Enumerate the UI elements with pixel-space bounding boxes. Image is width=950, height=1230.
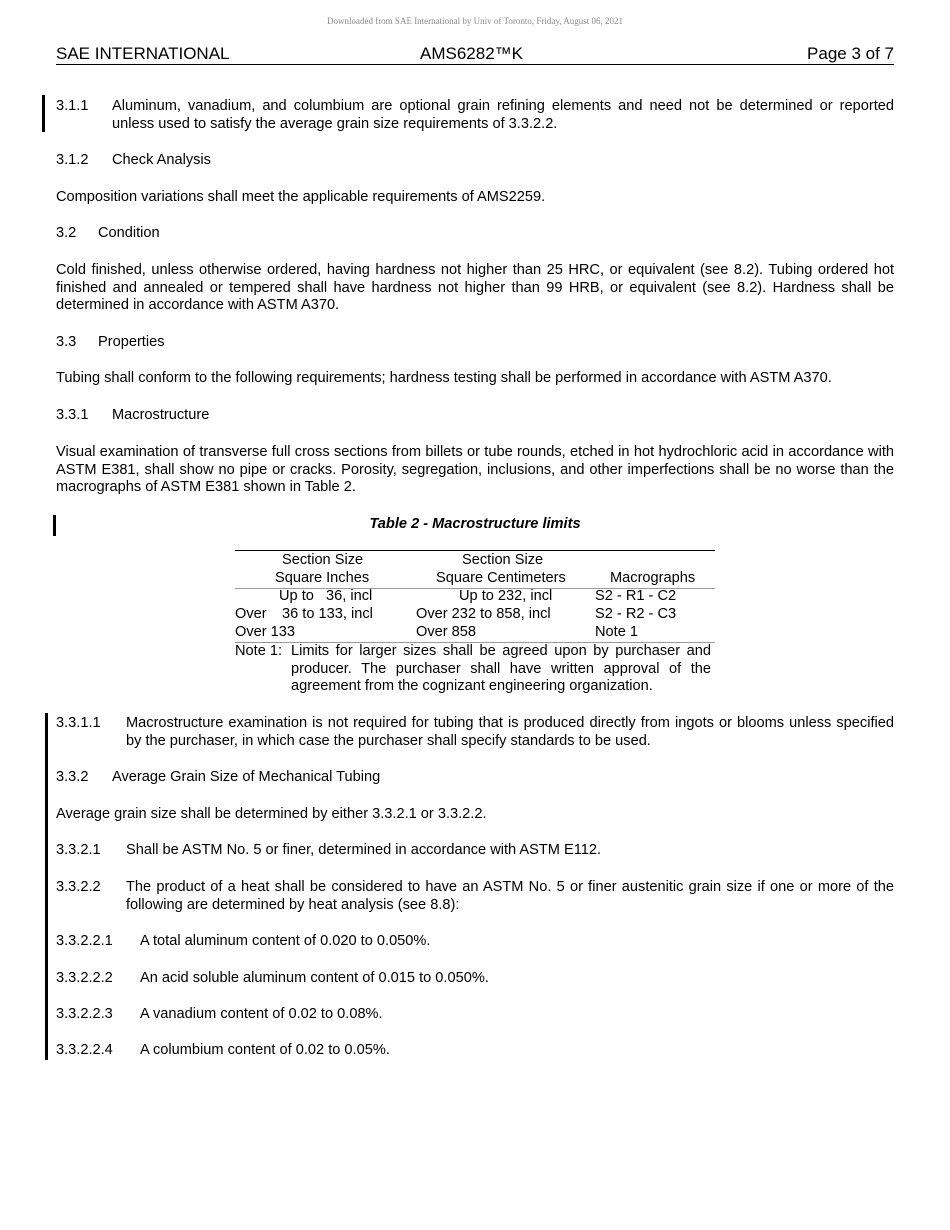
table-cell: Over <box>235 606 267 622</box>
paragraph-text: Macrostructure examination is not required for tubing that is produced directly from ingots or blooms unless specified by the purchaser, in which case the purchaser shall specify standards to be used. <box>126 715 894 749</box>
table-cell: S2 - R1 - C2 <box>595 588 677 604</box>
paragraph-text: Shall be ASTM No. 5 or finer, determined in accordance with ASTM E112. <box>126 842 602 858</box>
table-cell: Up to 36, incl <box>279 588 373 604</box>
table-cell: Over 133 <box>235 624 296 640</box>
section-number: 3.3.2.2.3 <box>56 1006 113 1022</box>
table-bottom-rule <box>235 642 715 643</box>
section-number: 3.3.2.2.4 <box>56 1042 113 1058</box>
paragraph-text: The product of a heat shall be considered to have an ASTM No. 5 or finer austenitic grain size if one or more of the following are determined by heat analysis (see 8.8): <box>126 879 894 913</box>
section-title: Macrostructure <box>112 407 210 423</box>
table-cell: Note 1 <box>595 624 638 640</box>
section-number: 3.3.1.1 <box>56 715 101 731</box>
header-org: SAE INTERNATIONAL <box>56 44 230 63</box>
download-notice: Downloaded from SAE International by Univ of Toronto, Friday, August 06, 2021 <box>326 16 624 26</box>
table-cell: Over 858 <box>416 624 477 640</box>
section-title: Check Analysis <box>112 152 211 168</box>
section-number: 3.3.2 <box>56 769 89 785</box>
paragraph-text: A columbium content of 0.02 to 0.05%. <box>140 1042 390 1058</box>
section-number: 3.3.2.2 <box>56 879 101 895</box>
paragraph-3-3-1-1 <box>56 715 894 751</box>
header-cell: Section Size <box>282 552 364 568</box>
paragraph-text: A vanadium content of 0.02 to 0.08%. <box>140 1006 383 1022</box>
section-title: Condition <box>98 225 160 241</box>
paragraph-macrostructure: Visual examination of transverse full cross sections from billets or tube rounds, etched in hot hydrochloric acid in accordance with ASTM E381, shall show no pipe or cracks. Porosity, segregation, inclusions, and other imperfections shall be no worse than the macrographs of ASTM E381 shown in Table 2. <box>56 444 894 495</box>
section-number: 3.1.1 <box>56 98 89 114</box>
header-doc-id: AMS6282™K <box>420 44 523 63</box>
paragraph-grain-size: Average grain size shall be determined by either 3.3.2.1 or 3.3.2.2. <box>56 806 487 822</box>
section-number: 3.3.2.2.1 <box>56 933 113 949</box>
section-number: 3.1.2 <box>56 152 89 168</box>
page-header <box>56 44 894 65</box>
paragraph-text: Aluminum, vanadium, and columbium are optional grain refining elements and need not be determined or reported unless used to satisfy the average grain size requirements of 3.3.2.2. <box>112 98 894 132</box>
paragraph-composition: Composition variations shall meet the applicable requirements of AMS2259. <box>56 189 546 205</box>
revision-bar <box>45 713 48 1060</box>
section-number: 3.3.1 <box>56 407 89 423</box>
section-title: Properties <box>98 334 165 350</box>
paragraph-text: An acid soluble aluminum content of 0.015 to 0.050%. <box>140 970 489 986</box>
section-number: 3.2 <box>56 225 77 241</box>
header-cell: Square Centimeters <box>436 570 566 586</box>
macrostructure-table <box>235 552 715 697</box>
paragraph-text: A total aluminum content of 0.020 to 0.050%. <box>140 933 431 949</box>
table-header-rule <box>235 588 715 589</box>
section-number: 3.3 <box>56 334 77 350</box>
table-cell: S2 - R2 - C3 <box>595 606 677 622</box>
table-cell: 36 to 133, incl <box>282 606 373 622</box>
table-cell: Up to 232, incl <box>459 588 553 604</box>
header-cell: Macrographs <box>610 570 696 586</box>
header-cell: Square Inches <box>275 570 370 586</box>
table-note-label: Note 1: <box>235 643 283 659</box>
revision-bar <box>42 95 45 132</box>
section-title: Average Grain Size of Mechanical Tubing <box>112 769 381 785</box>
paragraph-3-3-2-2 <box>56 879 894 915</box>
section-number: 3.3.2.1 <box>56 842 101 858</box>
header-cell: Section Size <box>462 552 544 568</box>
paragraph-3-1-1 <box>56 98 894 134</box>
paragraph-properties: Tubing shall conform to the following requirements; hardness testing shall be performed in accordance with ASTM A370. <box>56 370 832 386</box>
table-note-text: Limits for larger sizes shall be agreed upon by purchaser and producer. The purchaser shall have written approval of the agreement from the cognizant engineering organization. <box>291 643 711 694</box>
header-page-number: Page 3 of 7 <box>807 44 894 63</box>
table-top-rule <box>235 550 715 551</box>
paragraph-condition: Cold finished, unless otherwise ordered, having hardness not higher than 25 HRC, or equivalent (see 8.2). Tubing ordered hot finished and annealed or tempered shall have hardness not higher than 99 HRB, or equivalent (see 8.2). Hardness shall be determined in accordance with ASTM A370. <box>56 262 894 313</box>
table-cell: Over 232 to 858, incl <box>416 606 551 622</box>
section-number: 3.3.2.2.2 <box>56 970 113 986</box>
table-caption: Table 2 - Macrostructure limits <box>369 516 581 532</box>
